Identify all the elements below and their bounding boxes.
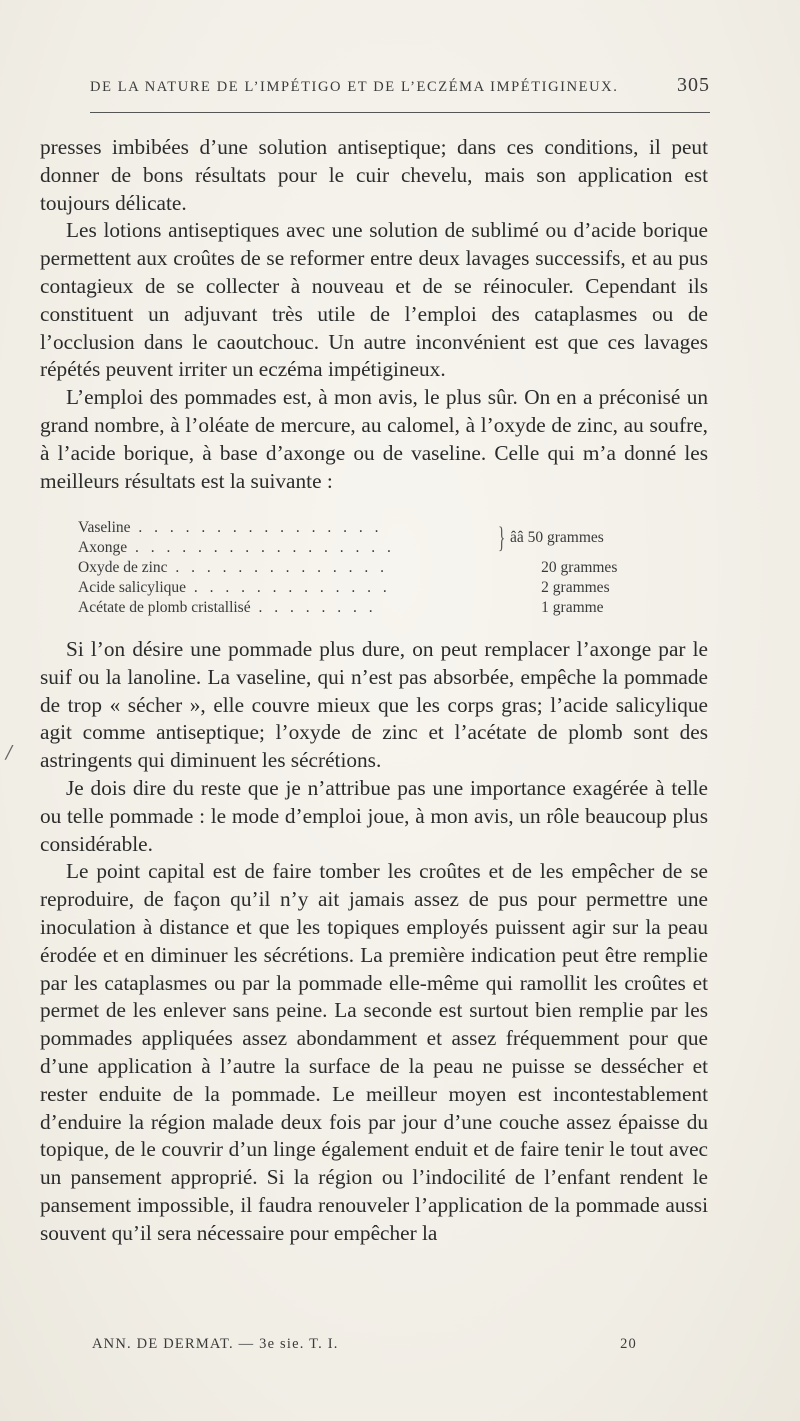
recipe-quantity: 1 gramme	[541, 599, 604, 616]
leader-dots: . . . . . . . .	[250, 599, 377, 616]
recipe-row	[78, 598, 678, 618]
recipe-ingredient: Oxyde de zinc	[78, 559, 168, 576]
paragraph: presses imbibées d’une solution antiseptique; dans ces conditions, il peut donner de bons résultats pour le cuir chevelu, mais son application est toujours délicate.	[40, 135, 708, 215]
recipe-group	[78, 518, 678, 558]
page-number: 305	[677, 74, 710, 96]
recipe-ingredient: Axonge	[78, 539, 128, 556]
recipe-ingredient: Vaseline	[78, 519, 131, 536]
paragraph: L’emploi des pommades est, à mon avis, le plus sûr. On en a préconisé un grand nombre, à l’oléate de mercure, au calomel, à l’oxyde de zinc, au soufre, à l’acide borique, à base d’axonge ou de vaseline. Celle qui m’a donné les meilleurs résultats est la suivante :	[40, 385, 708, 493]
recipe-ingredient: Acide salicylique	[78, 579, 187, 596]
recipe-row	[78, 558, 678, 578]
paragraph: Je dois dire du reste que je n’attribue pas une importance exagérée à telle ou telle pommade : le mode d’emploi joue, à mon avis, un rôle beaucoup plus considérable.	[40, 775, 708, 856]
recipe-ingredient: Acétate de plomb cristallisé	[78, 599, 251, 616]
body-text-bottom	[40, 636, 708, 1248]
body-text-top	[40, 134, 708, 495]
recipe-row	[78, 578, 678, 598]
leader-dots: . . . . . . . . . . . . .	[186, 579, 391, 596]
header-rule	[90, 112, 710, 113]
footer-journal-ref: ANN. DE DERMAT. — 3e sie. T. I.	[92, 1336, 339, 1352]
paragraph: Les lotions antiseptiques avec une solution de sublimé ou d’acide borique permettent aux croûtes de se reformer entre deux lavages successifs, et au pus contagieux de se collecter à nouveau et de se réinoculer. Cependant ils constituent un adjuvant très utile de l’emploi des cataplasmes ou de l’occlusion dans le caoutchouc. Un autre inconvénient est que ces lavages répétés peuvent irriter un eczéma impétigineux.	[40, 218, 708, 382]
recipe-quantity: ââ 50 grammes	[510, 529, 604, 546]
page-footer	[92, 1336, 637, 1353]
running-head	[90, 74, 710, 97]
recipe-table	[78, 518, 678, 618]
leader-dots: . . . . . . . . . . . . . . . .	[130, 519, 383, 536]
leader-dots: . . . . . . . . . . . . . . . . .	[127, 539, 395, 556]
recipe-quantity: 20 grammes	[541, 559, 618, 576]
leader-dots: . . . . . . . . . . . . . .	[167, 559, 389, 576]
running-head-title: DE LA NATURE DE L’IMPÉTIGO ET DE L’ECZÉMA IMPÉTIGINEUX.	[90, 79, 619, 95]
paragraph: Si l’on désire une pommade plus dure, on peut remplacer l’axonge par le suif ou la lanoline. La vaseline, qui n’est pas absorbée, empêche la pommade de trop « sécher », elle couvre mieux que les corps gras; l’acide salicylique agit comme antiseptique; l’oxyde de zinc et l’acétate de plomb sont des astringents qui diminuent les sécrétions.	[40, 637, 708, 773]
paragraph: Le point capital est de faire tomber les croûtes et de les empêcher de se reproduire, de façon qu’il n’y ait jamais assez de pus pour permettre une inoculation à distance et que les topiques employés puissent agir sur la peau érodée et en diminuer les sécrétions. La première indication peut être remplie par les cataplasmes ou par la pommade elle-même qui ramollit les croûtes et permet de les enlever sans peine. La seconde est surtout bien remplie par les pommades appliquées assez abondamment et assez fréquemment pour que d’une application à l’autre la surface de la peau ne puisse se dessécher et rester enduite de la pommade. Le meilleur moyen est incontestablement d’enduire la région malade deux fois par jour d’une couche assez épaisse du topique, de le couvrir d’un linge également enduit et de faire tenir le tout avec un pansement approprié. Si la région ou l’indocilité de l’enfant rendent le pansement impossible, il faudra renouveler l’application de la pommade aussi souvent qu’il sera nécessaire pour empêcher la	[40, 859, 708, 1245]
recipe-quantity: 2 grammes	[541, 579, 610, 596]
brace-symbol: }	[498, 521, 506, 554]
signature-number: 20	[620, 1336, 637, 1352]
margin-pencil-mark: /	[6, 742, 13, 763]
